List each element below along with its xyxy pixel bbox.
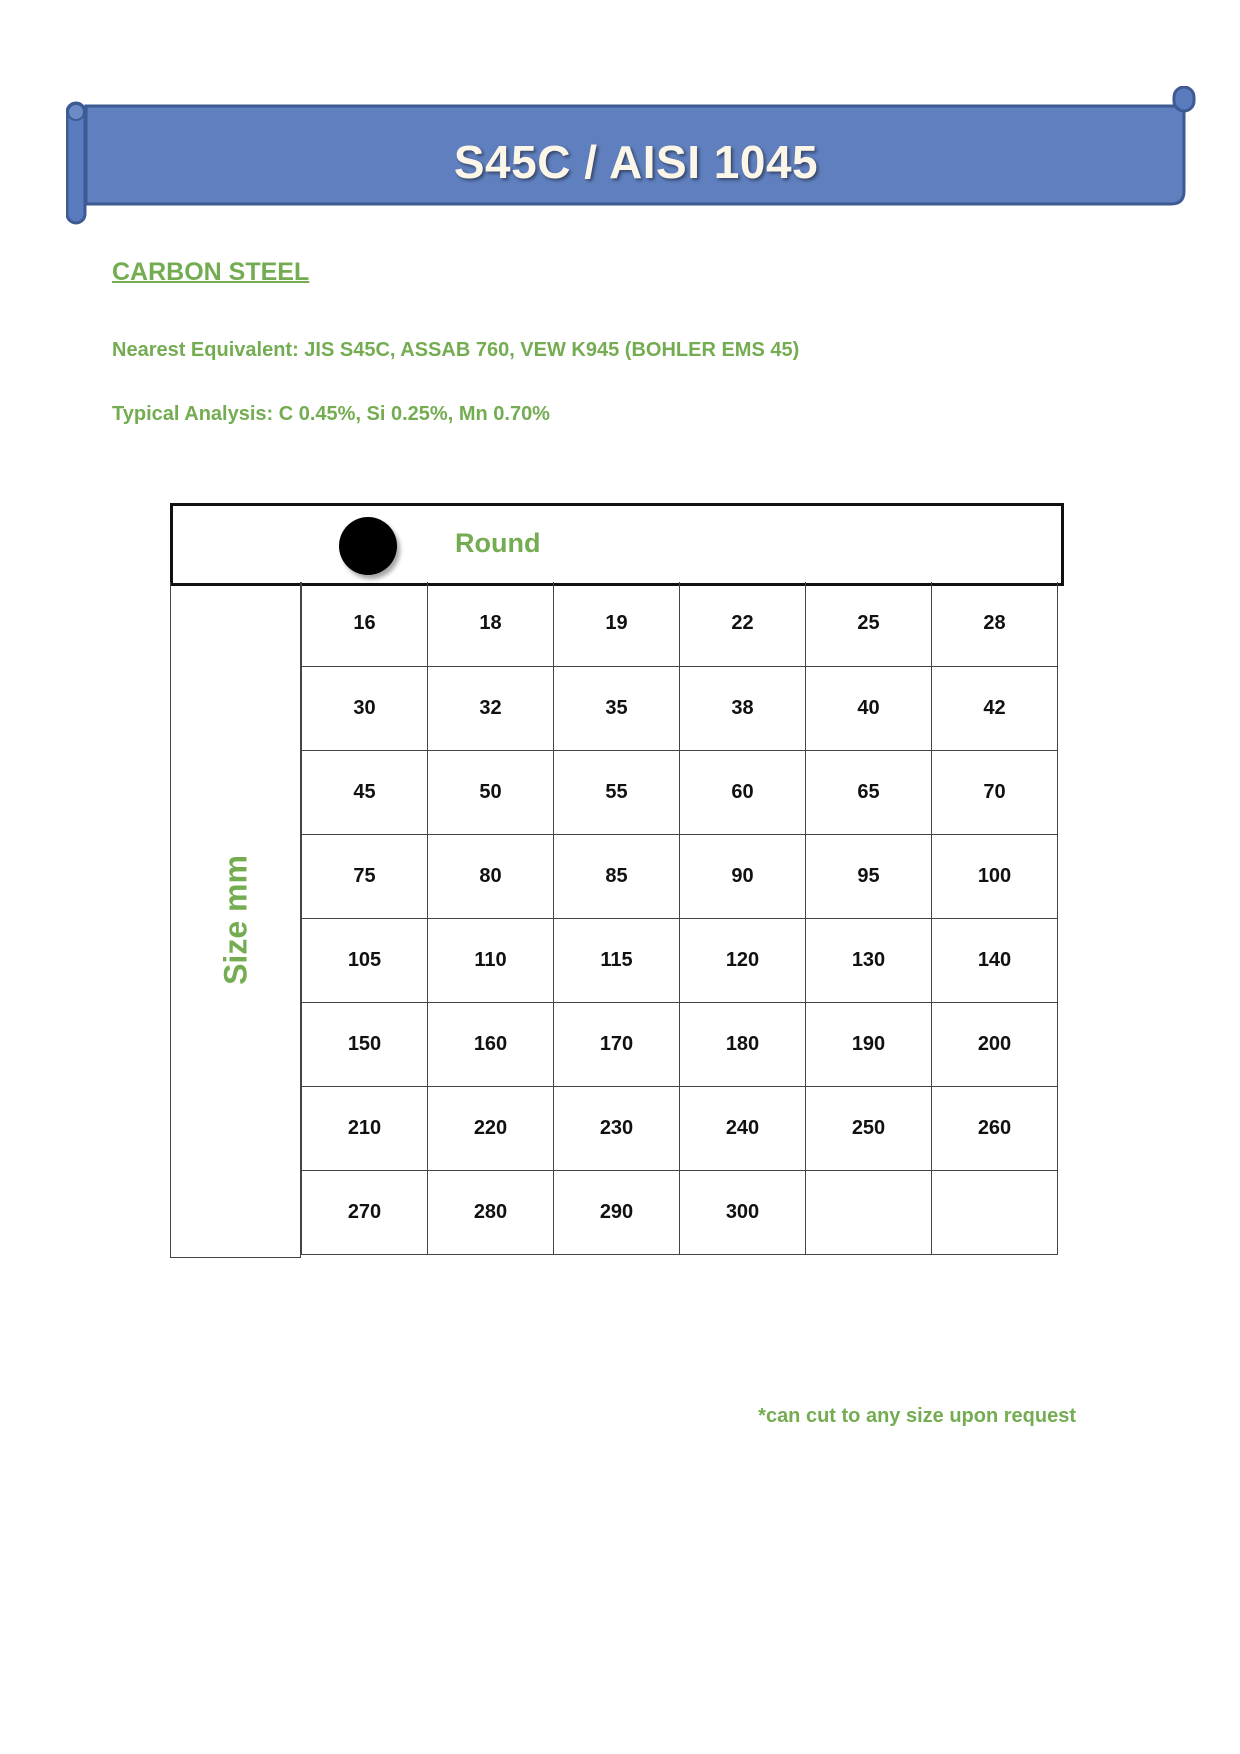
size-cell: 120 [680,918,806,1002]
section-heading: CARBON STEEL [112,258,310,286]
table-row [302,1170,1058,1254]
round-bar-icon [339,517,397,575]
size-cell: 260 [932,1086,1058,1170]
table-row [302,1002,1058,1086]
table-row [302,1086,1058,1170]
size-cell: 280 [428,1170,554,1254]
size-cell: 270 [302,1170,428,1254]
size-cell: 50 [428,750,554,834]
size-cell [806,1170,932,1254]
size-unit-label: Size mm [217,854,253,985]
size-cell: 40 [806,666,932,750]
shape-header [170,503,1064,586]
size-cell: 170 [554,1002,680,1086]
table-row [302,666,1058,750]
size-cell: 16 [302,582,428,666]
size-cell: 180 [680,1002,806,1086]
size-cell: 130 [806,918,932,1002]
size-cell: 110 [428,918,554,1002]
size-cell: 19 [554,582,680,666]
size-cell: 100 [932,834,1058,918]
size-cell: 140 [932,918,1058,1002]
size-cell: 70 [932,750,1058,834]
size-cell: 290 [554,1170,680,1254]
size-cell: 250 [806,1086,932,1170]
size-cell: 65 [806,750,932,834]
typical-analysis: Typical Analysis: C 0.45%, Si 0.25%, Mn 0.70% [112,403,550,425]
size-cell: 90 [680,834,806,918]
size-cell: 25 [806,582,932,666]
size-cell: 18 [428,582,554,666]
size-cell: 80 [428,834,554,918]
size-cell: 105 [302,918,428,1002]
size-cell: 85 [554,834,680,918]
size-cell: 32 [428,666,554,750]
size-cell: 115 [554,918,680,1002]
size-cell: 200 [932,1002,1058,1086]
banner-title: S45C / AISI 1045 [453,136,819,188]
title-banner [66,86,1206,226]
shape-label: Round [455,528,541,558]
size-cell: 42 [932,666,1058,750]
size-cell: 38 [680,666,806,750]
table-row [302,918,1058,1002]
size-cell: 30 [302,666,428,750]
size-cell: 22 [680,582,806,666]
size-cell: 28 [932,582,1058,666]
size-cell: 230 [554,1086,680,1170]
size-cell: 95 [806,834,932,918]
size-cell: 55 [554,750,680,834]
table-row [302,834,1058,918]
nearest-equivalent: Nearest Equivalent: JIS S45C, ASSAB 760, VEW K945 (BOHLER EMS 45) [112,339,800,361]
size-cell: 45 [302,750,428,834]
size-cell: 60 [680,750,806,834]
size-cell: 240 [680,1086,806,1170]
size-label-cell [170,582,301,1258]
size-cell: 160 [428,1002,554,1086]
size-cell: 35 [554,666,680,750]
size-cell: 190 [806,1002,932,1086]
size-cell: 75 [302,834,428,918]
size-table [301,582,1058,1255]
size-cell: 150 [302,1002,428,1086]
size-cell: 220 [428,1086,554,1170]
size-cell: 300 [680,1170,806,1254]
footnote: *can cut to any size upon request [758,1405,1076,1427]
size-cell [932,1170,1058,1254]
table-row [302,582,1058,666]
size-cell: 210 [302,1086,428,1170]
table-row [302,750,1058,834]
